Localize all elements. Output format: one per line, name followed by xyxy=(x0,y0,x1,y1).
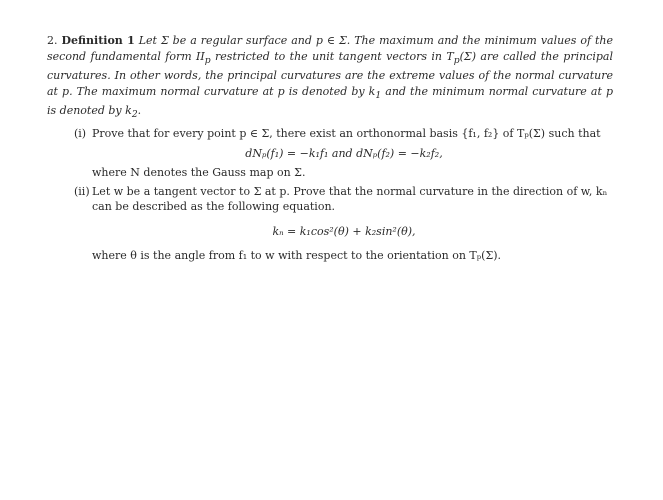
problem-parts xyxy=(74,126,614,264)
problem-definition xyxy=(47,33,613,123)
part-ii-note: where θ is the angle from f₁ to w with respect to the orientation on Tₚ(Σ). xyxy=(92,249,502,262)
part-ii-equation: kₙ = k₁cos²(θ) + k₂sin²(θ), xyxy=(272,224,416,238)
part-i-label: (i) xyxy=(74,127,87,140)
part-i xyxy=(74,126,614,181)
part-ii-statement-line1: Let w be a tangent vector to Σ at p. Prove that the normal curvature in the direction of w, kₙ xyxy=(92,184,608,198)
definition-paragraph xyxy=(47,33,613,123)
part-i-statement: Prove that for every point p ∈ Σ, there exist an orthonormal basis {f₁, f₂} of Tₚ(Σ) such that xyxy=(92,127,601,140)
definition-text: Let Σ be a regular surface and p ∈ Σ. The maximum and the minimum values of the second fundamental form $II_p$ restricted to the unit tangent vectors in $T_p(\Sigma)$ are called the principal curvatures. In other words, the principal curvatures are the extreme values of the normal curvature at p. The maximum normal curvature at p is denoted by $k_1$ and the minimum normal curvature at p is denoted by $k_2$. xyxy=(47,34,614,121)
problem-number: 2. xyxy=(47,34,58,47)
part-i-note: where N denotes the Gauss map on Σ. xyxy=(92,166,306,179)
definition-title: Definition 1 xyxy=(61,34,135,47)
part-i-equation: dNₚ(f₁) = −k₁f₁ and dNₚ(f₂) = −k₂f₂, xyxy=(245,146,443,160)
part-ii xyxy=(74,184,614,264)
part-ii-label: (ii) xyxy=(74,184,90,198)
part-ii-statement-line2: can be described as the following equation. xyxy=(92,200,336,213)
